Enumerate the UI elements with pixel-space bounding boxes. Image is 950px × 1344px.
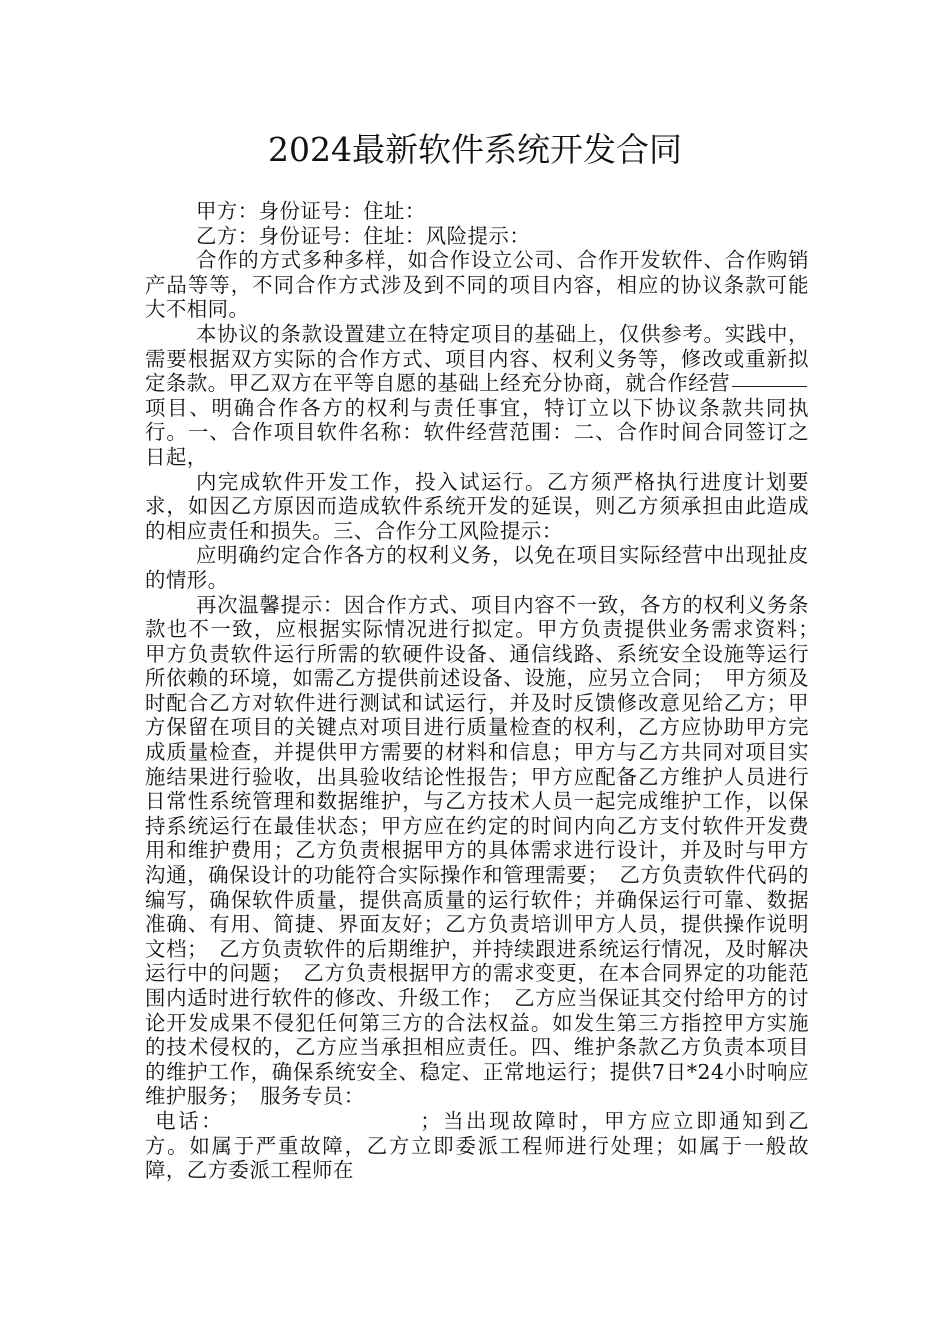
document-body	[145, 199, 830, 1183]
paragraph-rights-obligations: 应明确约定合作各方的权利义务，以免在项目实际经营中出现扯皮的情形。	[145, 543, 809, 592]
project-name-blank	[732, 386, 807, 387]
paragraph-development-schedule: 内完成软件开发工作，投入试运行。乙方须严格执行进度计划要求，如因乙方原因而造成软件系统开发的延误，则乙方须承担由此造成的相应责任和损失。三、合作分工风险提示：	[145, 469, 809, 543]
agreement-basis-continued: 项目、明确合作各方的权利与责任事宜，特订立以下协议条款共同执行。一、合作项目软件名称：软件经营范围：二、合作时间合同签订之日起，	[145, 395, 809, 469]
paragraph-party-b: 乙方：身份证号：住址：风险提示：	[196, 223, 531, 248]
phone-label: 电话：	[155, 1108, 225, 1133]
document-title: 2024最新软件系统开发合同	[268, 130, 682, 169]
paragraph-agreement-basis	[145, 322, 809, 470]
agreement-basis-text: 本协议的条款设置建立在特定项目的基础上，仅供参考。实践中，需要根据双方实际的合作方式、项目内容、权利义务等，修改或重新拟定条款。甲乙双方在平等自愿的基础上经充分协商，就合作经营	[145, 321, 809, 396]
fault-handling-text: ；当出现故障时，甲方应立即通知到乙方。如属于严重故障，乙方立即委派工程师进行处理；如属于一般故障，乙方委派工程师在	[145, 1108, 810, 1183]
paragraph-party-a: 甲方：身份证号：住址：	[196, 199, 426, 223]
paragraph-phone	[145, 1109, 809, 1183]
paragraph-division-of-work: 再次温馨提示：因合作方式、项目内容不一致，各方的权利义务条款也不一致，应根据实际情况进行拟定。甲方负责提供业务需求资料； 甲方负责软件运行所需的软硬件设备、通信线路、系统安全设施等运行所依赖的环境，如需乙方提供前述设备、设施，应另立合同； 甲方须及时配合乙方对软件进行测试和试运行，并及时反馈修改意见给乙方；甲方保留在项目的关键点对项目进行质量检查的权利，乙方应协助甲方完成质量检查，并提供甲方需要的材料和信息；甲方与乙方共同对项目实施结果进行验收，出具验收结论性报告；甲方应配备乙方维护人员进行日常性系统管理和数据维护，与乙方技术人员一起完成维护工作，以保持系统运行在最佳状态；甲方应在约定的时间内向乙方支付软件开发费用和维护费用；乙方负责根据甲方的具体需求进行设计，并及时与甲方沟通，确保设计的功能符合实际操作和管理需要； 乙方负责软件代码的编写，确保软件质量，提供高质量的运行软件；并确保运行可靠、数据准确、有用、简捷、界面友好；乙方负责培训甲方人员，提供操作说明文档； 乙方负责软件的后期维护，并持续跟进系统运行情况，及时解决运行中的问题； 乙方负责根据甲方的需求变更，在本合同界定的功能范围内适时进行软件的修改、升级工作； 乙方应当保证其交付给甲方的讨论开发成果不侵犯任何第三方的合法权益。如发生第三方指控甲方实施的技术侵权的，乙方应当承担相应责任。四、维护条款乙方负责本项目的维护工作，确保系统安全、稳定、正常地运行；提供7日*24小时响应维护服务； 服务专员：	[145, 592, 830, 1109]
paragraph-cooperation-methods: 合作的方式多种多样，如合作设立公司、合作开发软件、合作购销产品等等，不同合作方式涉及到不同的项目内容，相应的协议条款可能大不相同。	[145, 248, 809, 322]
